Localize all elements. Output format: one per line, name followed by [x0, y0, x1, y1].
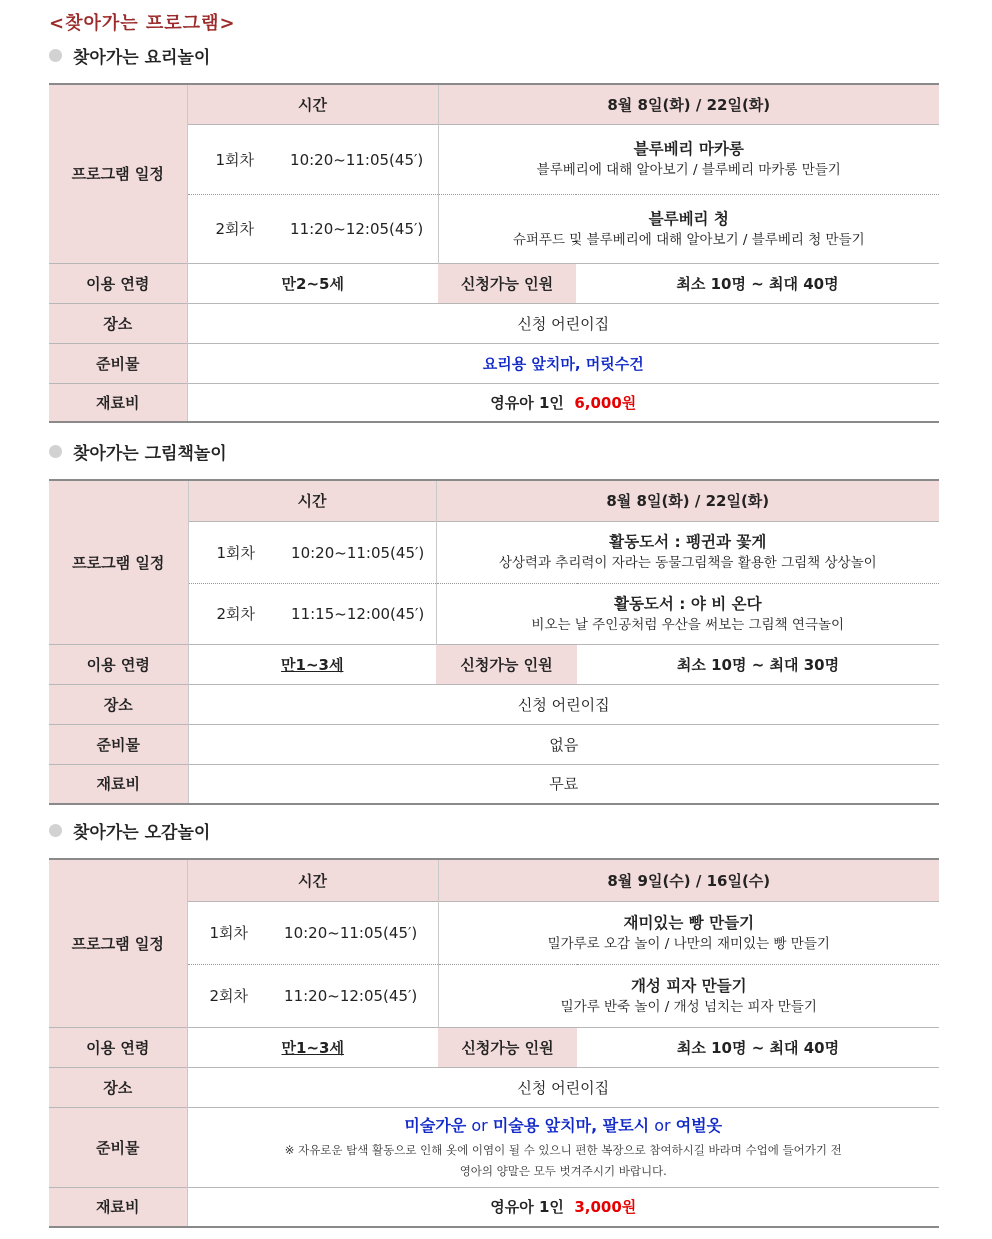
table-header-row: [49, 480, 939, 521]
session-program: 재미있는 빵 만들기: [623, 913, 755, 932]
session-program-cell: [438, 964, 939, 1027]
age-row: [49, 1027, 939, 1067]
session-desc: 밀가루로 오감 놀이 / 나만의 재미있는 빵 만들기: [547, 935, 830, 952]
section-heading-cooking: [49, 43, 210, 68]
age-cell: [188, 644, 436, 684]
time-header: 시간: [187, 859, 438, 901]
age-value: 만2~5세: [187, 263, 438, 303]
session-round: 1회차: [216, 543, 256, 562]
session-program-cell: [436, 521, 939, 583]
session-program: 블루베리 마카롱: [633, 140, 744, 158]
session-program: 활동도서 : 펭귄과 꽃게: [609, 533, 767, 551]
capacity-label: 신청가능 인원: [438, 1027, 577, 1067]
capacity-label: 신청가능 인원: [438, 263, 576, 303]
session-time-cell: [187, 901, 438, 964]
session-time: 11:20~12:05(45′): [284, 987, 418, 1005]
prep-row: [49, 343, 939, 383]
prep-label: 준비물: [49, 343, 187, 383]
session-time-cell: [187, 194, 438, 263]
section-title: 찾아가는 오감놀이: [73, 823, 211, 843]
fee-prefix: 영유아 1인: [490, 1198, 564, 1217]
fee-row: [49, 1187, 939, 1227]
bullet-icon: [49, 445, 62, 458]
place-label: 장소: [49, 1067, 187, 1107]
prep-label: 준비물: [49, 724, 188, 764]
session-time-cell: [188, 583, 436, 644]
session-program-cell: [438, 124, 939, 194]
session-round: 2회차: [216, 605, 256, 623]
section-title: 찾아가는 요리놀이: [73, 48, 211, 68]
session-time: 11:20~12:05(45′): [290, 220, 424, 238]
bullet-icon: [49, 49, 62, 62]
session-desc: 비오는 날 주인공처럼 우산을 써보는 그림책 연극놀이: [531, 616, 845, 633]
session-time-cell: [188, 521, 436, 583]
fee-value: 6,000원: [574, 393, 637, 412]
fee-cell: [187, 383, 939, 422]
session-time-cell: [187, 124, 438, 194]
session-desc: 밀가루 반죽 놀이 / 개성 넘치는 피자 만들기: [560, 998, 817, 1015]
prep-or: or: [654, 1116, 671, 1135]
session-desc: 슈퍼푸드 및 블루베리에 대해 알아보기 / 블루베리 청 만들기: [512, 231, 865, 248]
program-table-picturebook: [49, 479, 939, 805]
fee-value: 3,000원: [574, 1198, 637, 1217]
section-heading-sensory: [49, 818, 210, 843]
prep-row: [49, 724, 939, 764]
section-title: 찾아가는 그림책놀이: [73, 444, 227, 464]
session-program: 활동도서 : 야 비 온다: [613, 594, 762, 613]
session-time: 10:20~11:05(45′): [284, 924, 418, 942]
prep-cell: [187, 1107, 939, 1187]
session-desc: 상상력과 추리력이 자라는 동물그림책을 활용한 그림책 상상놀이: [498, 555, 877, 571]
prep-note: 영아의 양말은 모두 벗겨주시기 바랍니다.: [459, 1164, 667, 1178]
prep-item: 미술용 앞치마, 팔토시: [492, 1116, 650, 1135]
age-value: 만1~3세: [281, 655, 344, 674]
age-label: 이용 연령: [49, 263, 187, 303]
session-time: 10:20~11:05(45′): [290, 150, 424, 169]
prep-item: 미술가운: [404, 1116, 467, 1135]
session-time-cell: [187, 964, 438, 1027]
time-header: 시간: [188, 480, 436, 521]
fee-prefix: 영유아 1인: [490, 393, 564, 412]
prep-items: [188, 1113, 940, 1139]
prep-value: 요리용 앞치마, 머릿수건: [187, 343, 939, 383]
place-row: [49, 684, 939, 724]
program-table-cooking: [49, 83, 939, 423]
prep-row: [49, 1107, 939, 1187]
session-round: 2회차: [215, 220, 255, 238]
fee-value: 무료: [188, 764, 939, 804]
session-program: 개성 피자 만들기: [630, 976, 747, 995]
session-desc: 블루베리에 대해 알아보기 / 블루베리 마카롱 만들기: [536, 162, 841, 178]
capacity-value: 최소 10명 ~ 최대 40명: [577, 1027, 939, 1067]
session-time: 10:20~11:05(45′): [291, 543, 425, 562]
date-header: 8월 8일(화) / 22일(화): [438, 84, 939, 124]
session-program: 블루베리 청: [648, 209, 729, 228]
prep-item: 여벌옷: [675, 1116, 723, 1135]
place-label: 장소: [49, 303, 187, 343]
place-value: 신청 어린이집: [188, 684, 939, 724]
prep-label: 준비물: [49, 1107, 187, 1187]
place-row: [49, 303, 939, 343]
age-label: 이용 연령: [49, 644, 188, 684]
fee-cell: [187, 1187, 939, 1227]
program-table-sensory: [49, 858, 939, 1228]
place-value: 신청 어린이집: [187, 303, 939, 343]
capacity-label: 신청가능 인원: [436, 644, 577, 684]
place-value: 신청 어린이집: [187, 1067, 939, 1107]
fee-label: 재료비: [49, 764, 188, 804]
session-program-cell: [436, 583, 939, 644]
section-heading-picturebook: [49, 439, 227, 464]
prep-value: 없음: [188, 724, 939, 764]
prep-or: or: [471, 1116, 488, 1135]
fee-row: [49, 764, 939, 804]
age-row: [49, 263, 939, 303]
place-row: [49, 1067, 939, 1107]
capacity-value: 최소 10명 ~ 최대 40명: [576, 263, 939, 303]
time-header: 시간: [187, 84, 438, 124]
table-header-row: [49, 84, 939, 124]
fee-label: 재료비: [49, 1187, 187, 1227]
capacity-value: 최소 10명 ~ 최대 30명: [577, 644, 939, 684]
schedule-label: 프로그램 일정: [49, 859, 187, 1027]
session-time: 11:15~12:00(45′): [291, 605, 425, 623]
schedule-label: 프로그램 일정: [49, 84, 187, 263]
fee-row: [49, 383, 939, 422]
table-header-row: [49, 859, 939, 901]
date-header: 8월 9일(수) / 16일(수): [438, 859, 939, 901]
session-round: 2회차: [209, 987, 249, 1005]
prep-note: ※ 자유로운 탐색 활동으로 인해 옷에 이염이 될 수 있으니 편한 복장으로 참여하시길 바라며 수업에 들어가기 전: [284, 1143, 842, 1157]
session-round: 1회차: [215, 150, 255, 169]
session-round: 1회차: [209, 924, 249, 942]
fee-label: 재료비: [49, 383, 187, 422]
session-program-cell: [438, 194, 939, 263]
page-title: <찾아가는 프로그램>: [49, 13, 236, 34]
bullet-icon: [49, 824, 62, 837]
age-label: 이용 연령: [49, 1027, 187, 1067]
age-cell: [187, 1027, 438, 1067]
age-row: [49, 644, 939, 684]
date-header: 8월 8일(화) / 22일(화): [436, 480, 939, 521]
place-label: 장소: [49, 684, 188, 724]
age-value: 만1~3세: [281, 1038, 344, 1057]
session-program-cell: [438, 901, 939, 964]
schedule-label: 프로그램 일정: [49, 480, 188, 644]
